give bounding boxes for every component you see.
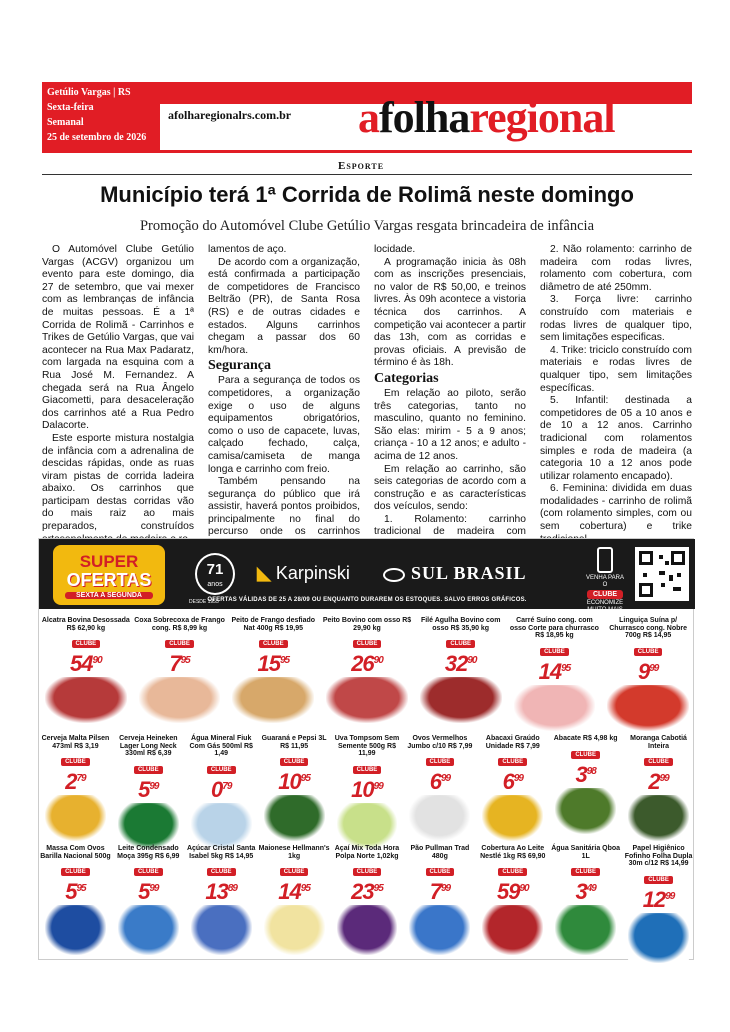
paragraph: O Automóvel Clube Getúlio Vargas (ACGV) organizou um evento para este domingo, dia 27 de setembro, que vai mexer com as lembranças de infância de muitas pessoas. É a 1ª Corrida de Rolimã - Carrinhos e Trikes de Getúlio Vargas, que vai acontecer na Rua Max Padaratz, com largada na esquina com a Rua José M. Fernandez. A chegada será na Rua Ângelo Giacometti, para desaceleração dos carrinhos até a Rua Pedro Dalacorte.	[42, 244, 194, 432]
product-image	[337, 905, 398, 955]
clube-tag: CLUBE	[498, 868, 527, 876]
phone-icon	[597, 547, 613, 573]
price-integer: 23	[351, 879, 374, 904]
product-price	[549, 878, 622, 903]
product-tile[interactable]	[112, 845, 185, 957]
paragraph: De acordo com a organização, está confirmada a participação de competidores de Francisco Beltrão (PR), de Santa Rosa (RS) e de outras cidades e estados. Alguns carrinhos chegam a passar dos 60 km/hora.	[208, 256, 360, 356]
price-cents: 99	[149, 780, 159, 792]
price-cents: 99	[440, 883, 451, 894]
clube-tag: CLUBE	[446, 640, 475, 648]
product-price	[39, 768, 112, 793]
product-tile[interactable]	[549, 735, 622, 843]
sul-brasil-emblem-icon	[383, 568, 405, 582]
article-column-4	[540, 244, 692, 552]
product-image	[482, 905, 543, 955]
product-price	[622, 886, 695, 911]
product-image	[118, 803, 179, 849]
price-integer: 15	[257, 651, 280, 676]
badge-line-1: SUPER	[79, 552, 139, 571]
price-cents: 89	[227, 883, 237, 894]
newspaper-logo	[358, 93, 615, 142]
product-tile[interactable]	[39, 735, 112, 843]
product-name: Água Sanitária Qboa 1L	[551, 845, 621, 860]
club-app-promo	[585, 545, 625, 613]
paragraph: Também pensando na segurança do público que irá assistir, haverá pontos proibidos, principalmente no final do percurso onde os carrinhos	[208, 476, 360, 538]
app-text-2: ECONOMIZE MUITO MAIS	[586, 600, 624, 613]
clube-tag: CLUBE	[134, 766, 163, 774]
paragraph: Em relação ao piloto, serão três categorias, tanto no masculino, quanto no feminino. São elas: mirim - 5 a 9 anos; criança - 10 a 12 anos; e adulto - acima de 12 anos.	[374, 387, 526, 462]
clube-tag: CLUBE	[259, 640, 288, 648]
product-price	[39, 650, 133, 675]
price-integer: 5	[138, 776, 150, 802]
clube-tag: CLUBE	[644, 876, 673, 884]
clube-tag: CLUBE	[498, 758, 527, 766]
price-integer: 0	[211, 776, 223, 802]
product-price	[320, 650, 414, 675]
product-tile[interactable]	[185, 845, 258, 957]
product-image	[555, 905, 616, 955]
price-integer: 9	[637, 658, 650, 684]
product-tile[interactable]	[320, 617, 414, 725]
product-tile[interactable]	[476, 735, 549, 843]
clube-tag: CLUBE	[571, 868, 600, 876]
product-price	[112, 878, 185, 903]
product-tile[interactable]	[39, 617, 133, 725]
product-tile[interactable]	[403, 735, 476, 843]
section-label: Esporte	[338, 160, 385, 172]
product-tile[interactable]	[331, 845, 404, 957]
product-image	[337, 803, 398, 849]
price-cents: 95	[300, 883, 310, 894]
product-tile[interactable]	[226, 617, 320, 725]
product-image	[264, 795, 325, 841]
product-image	[191, 803, 252, 849]
super-ofertas-badge	[53, 545, 165, 605]
product-price	[549, 761, 622, 786]
clube-tag: CLUBE	[644, 758, 673, 766]
product-tile[interactable]	[39, 845, 112, 957]
masthead-url[interactable]: afolharegionalrs.com.br	[168, 108, 292, 122]
clube-logo: CLUBE	[587, 590, 623, 599]
paragraph: 4. Trike: triciclo construído com materiais e rodas livres de qualquer tipo, sem limitações específicas.	[540, 344, 692, 394]
masthead-day: Sexta-feira	[47, 102, 94, 113]
paragraph: Para a segurança de todos os competidores, a organização exige o uso de alguns equipamentos obrigatórios, como o uso de capacete, luvas, calçado fechado, calça, camisa/camiseta de manga longa e carrinho com freio.	[208, 375, 360, 475]
price-cents: 79	[222, 780, 232, 792]
price-cents: 95	[180, 655, 190, 666]
article-headline: Município terá 1ª Corrida de Rolimã neste domingo	[100, 182, 634, 207]
price-cents: 95	[373, 883, 383, 894]
clube-tag: CLUBE	[571, 751, 600, 759]
clube-tag: CLUBE	[207, 766, 236, 774]
product-tile[interactable]	[331, 735, 404, 843]
product-name: Filé Agulha Bovino com osso R$ 35,90 kg	[420, 617, 501, 632]
product-image	[409, 905, 470, 955]
badge-line-3: SEXTA A SEGUNDA	[65, 592, 153, 599]
product-image	[607, 685, 689, 731]
product-tile[interactable]	[601, 617, 695, 725]
product-name: Uva Tompsom Sem Semente 500g R$ 11,99	[334, 735, 400, 757]
price-integer: 10	[278, 769, 301, 794]
clube-tag: CLUBE	[280, 868, 309, 876]
price-cents: 90	[519, 883, 529, 894]
qr-code-icon[interactable]	[635, 547, 689, 601]
price-cents: 49	[586, 883, 596, 894]
clube-tag: CLUBE	[353, 766, 382, 774]
anos-number: 71	[206, 561, 224, 578]
clube-tag: CLUBE	[280, 758, 309, 766]
price-cents: 99	[149, 883, 159, 894]
product-tile[interactable]	[112, 735, 185, 843]
badge-line-2: OFERTAS	[66, 570, 152, 590]
article-body	[42, 244, 692, 538]
product-name: Pão Pullman Trad 480g	[410, 845, 470, 860]
price-integer: 10	[351, 776, 374, 802]
paragraph: A programação inicia às 08h com as inscrições presenciais, no valor de R$ 50,00, e treinos livres. Às 09h acontece a vistoria técnica dos carrinhos. A competição vai acontecer a partir das 13h, com as corridas e provas oficiais. A previsão de término é às 18h.	[374, 256, 526, 369]
product-image	[409, 795, 470, 841]
supermarket-ad[interactable]	[38, 538, 694, 960]
price-cents: 90	[467, 655, 477, 666]
paragraph: Em relação ao carrinho, são seis categorias de acordo com a construção e as características dos veículos, sendo:	[374, 463, 526, 513]
clube-tag: CLUBE	[72, 640, 101, 648]
anos-word: anos	[207, 581, 223, 588]
product-price	[258, 878, 331, 903]
product-name: Moranga Cabotiá Inteira	[630, 735, 687, 750]
clube-tag: CLUBE	[134, 868, 163, 876]
price-integer: 32	[444, 651, 468, 676]
paragraph: 5. Infantil: destinada a competidores de 05 a 10 anos e de 10 a 12 anos. Carrinho tradicional com rolamentos simples e roda de madeira (a categoria 10 a 12 anos pode utilizar rolamento encapado).	[540, 395, 692, 482]
clube-tag: CLUBE	[353, 868, 382, 876]
clube-tag: CLUBE	[634, 648, 663, 656]
product-name: Maionese Hellmann's 1kg	[258, 845, 330, 860]
price-integer: 6	[502, 769, 514, 794]
clube-tag: CLUBE	[426, 868, 455, 876]
product-name: Coxa Sobrecoxa de Frango cong. R$ 8,99 kg	[134, 617, 225, 632]
price-cents: 99	[373, 780, 383, 792]
price-integer: 7	[169, 651, 181, 676]
product-name: Massa Com Ovos Barilla Nacional 500g	[40, 845, 111, 860]
paragraph: lamentos de aço.	[208, 244, 287, 255]
clube-tag: CLUBE	[353, 640, 382, 648]
product-image	[628, 795, 689, 841]
product-image	[420, 677, 502, 723]
price-integer: 2	[648, 769, 660, 794]
price-cents: 95	[76, 883, 86, 894]
product-tile[interactable]	[185, 735, 258, 843]
product-price	[185, 776, 258, 801]
masthead-frequency: Semanal	[47, 117, 84, 128]
karpinski-k-icon: ◣	[257, 563, 276, 583]
article-column-3	[374, 244, 526, 552]
product-tile[interactable]	[622, 845, 695, 957]
product-image	[118, 905, 179, 955]
product-image	[514, 685, 596, 731]
product-name: Peito de Frango desfiado Nat 400g R$ 19,95	[231, 617, 316, 632]
product-image	[232, 677, 314, 723]
product-price	[476, 878, 549, 903]
clube-tag: CLUBE	[61, 868, 90, 876]
product-image	[326, 677, 408, 723]
product-name: Abacate R$ 4,98 kg	[553, 735, 618, 742]
price-cents: 99	[513, 773, 523, 784]
product-price	[601, 658, 695, 683]
price-cents: 90	[92, 655, 102, 666]
product-tile[interactable]	[622, 735, 695, 843]
product-image	[628, 913, 689, 963]
clube-tag: CLUBE	[426, 758, 455, 766]
price-cents: 99	[665, 890, 675, 902]
price-cents: 90	[373, 655, 383, 666]
price-integer: 3	[575, 761, 587, 787]
paragraph: Este esporte mistura nostalgia de infância com a adrenalina de descidas rápidas, onde as ruas viram pistas de corrida ladeira abaixo. Os carrinhos que participam destas corridas vão do mais raiz ao mais preparados, construídos	[42, 432, 194, 533]
price-integer: 2	[65, 769, 77, 794]
masthead-date: 25 de setembro de 2026	[47, 132, 147, 143]
price-integer: 6	[429, 769, 441, 794]
logo-regional: regional	[469, 93, 615, 142]
product-image	[45, 677, 127, 723]
clube-tag: CLUBE	[207, 868, 236, 876]
price-cents: 99	[440, 773, 451, 784]
price-integer: 7	[429, 879, 441, 904]
price-cents: 99	[659, 773, 669, 784]
product-price	[39, 878, 112, 903]
product-image	[555, 788, 616, 834]
product-name: Cerveja Malta Pilsen 473ml R$ 3,19	[41, 735, 110, 750]
product-name: Peito Bovino com osso R$ 29,90 kg	[322, 617, 412, 632]
karpinski-name: Karpinski	[275, 563, 350, 583]
clube-tag: CLUBE	[540, 648, 569, 656]
ad-validity-text: OFERTAS VÁLIDAS DE 25 A 28/09 OU ENQUANTO DURAREM OS ESTOQUES. SALVO ERROS GRÁFICOS.	[207, 597, 527, 603]
product-tile[interactable]	[133, 617, 227, 725]
paragraph: 6. Feminina: dividida em duas modalidades - carrinho de rolimã (com rolamento simples, com ou sem cobertura) e trike	[540, 483, 692, 533]
product-price	[476, 768, 549, 793]
product-image	[45, 795, 106, 841]
clube-tag: CLUBE	[165, 640, 194, 648]
product-image	[264, 905, 325, 955]
logo-a: a	[358, 93, 379, 142]
product-price	[112, 776, 185, 801]
price-cents: 95	[300, 773, 310, 784]
product-price	[403, 878, 476, 903]
product-tile[interactable]	[508, 617, 602, 725]
product-price	[133, 650, 227, 675]
price-integer: 14	[538, 658, 562, 684]
price-cents: 79	[76, 773, 86, 784]
article-column-2	[208, 244, 360, 552]
article-column-1	[42, 244, 194, 552]
subheading-seguranca: Segurança	[208, 358, 271, 374]
product-image	[45, 905, 106, 955]
logo-folha: folha	[379, 93, 470, 142]
product-tile[interactable]	[258, 735, 331, 843]
price-cents: 98	[586, 765, 596, 777]
product-image	[482, 795, 543, 841]
product-price	[414, 650, 508, 675]
masthead	[42, 82, 692, 154]
product-price	[508, 658, 602, 683]
product-name: Guaraná e Pepsi 3L R$ 11,95	[261, 735, 327, 750]
masthead-rule	[42, 150, 692, 153]
price-integer: 59	[496, 879, 520, 904]
subheading-categorias: Categorias	[374, 370, 439, 386]
clube-tag: CLUBE	[61, 758, 90, 766]
product-name: Água Mineral Fiuk Com Gás 500ml R$ 1,49	[189, 735, 253, 757]
price-integer: 26	[351, 651, 374, 676]
product-price	[622, 768, 695, 793]
product-price	[331, 776, 404, 801]
product-name: Cerveja Heineken Lager Long Neck 330ml R$ 6,39	[119, 735, 178, 757]
product-name: Açaí Mix Toda Hora Polpa Norte 1,02kg	[334, 845, 400, 860]
product-tile[interactable]	[403, 845, 476, 957]
price-integer: 12	[642, 886, 666, 912]
product-name: Cobertura Ao Leite Nestlé 1kg R$ 69,90	[480, 845, 546, 860]
sul-brasil-logo	[383, 563, 527, 584]
price-integer: 54	[70, 651, 93, 676]
masthead-info-box	[42, 82, 160, 150]
product-name: Abacaxi Graúdo Unidade R$ 7,99	[485, 735, 540, 750]
paragraph: locidade.	[374, 244, 416, 255]
product-price	[331, 878, 404, 903]
section-rule	[42, 174, 692, 175]
product-tile[interactable]	[414, 617, 508, 725]
price-integer: 14	[278, 879, 301, 904]
product-tile[interactable]	[258, 845, 331, 957]
anniversary-logo	[195, 553, 235, 595]
product-price	[258, 768, 331, 793]
paragraph: 3. Força livre: carrinho construído com materiais e rodas livres de qualquer tipo, sem limitações especificas.	[540, 294, 692, 344]
product-tile[interactable]	[476, 845, 549, 957]
product-name: Linguiça Suína p/ Churrasco cong. Nobre 700g R$ 14,95	[609, 617, 688, 639]
app-text: VENHA PARA O	[586, 575, 624, 588]
price-integer: 13	[205, 879, 228, 904]
price-integer: 5	[65, 879, 77, 904]
product-image	[139, 677, 221, 723]
paragraph: 1. Rolamento: carrinho tradicional de madeira com	[374, 513, 526, 538]
product-tile[interactable]	[549, 845, 622, 957]
karpinski-logo	[257, 563, 350, 584]
price-cents: 95	[279, 655, 290, 666]
paragraph: 2. Não rolamento: carrinho de madeira com rodas livres, rolamento com cobertura, com diâmetro de até 250mm.	[540, 244, 692, 293]
anos-since: DESDE 1955	[189, 599, 219, 605]
product-name: Leite Condensado Moça 395g R$ 6,99	[117, 845, 180, 860]
product-name: Alcatra Bovina Desossada R$ 62,90 kg	[41, 617, 130, 632]
ad-header	[39, 539, 695, 613]
price-integer: 3	[575, 879, 587, 904]
masthead-city: Getúlio Vargas | RS	[47, 87, 131, 98]
product-name: Carré Suíno cong. com osso Corte para churrasco R$ 18,95 kg	[509, 617, 599, 639]
sul-brasil-name: SUL BRASIL	[411, 563, 527, 583]
price-integer: 5	[138, 879, 150, 904]
article-subhead: Promoção do Automóvel Clube Getúlio Vargas resgata brincadeira de infância	[139, 218, 595, 234]
product-name: Açúcar Cristal Santa Isabel 5kg R$ 14,95	[186, 845, 256, 860]
product-price	[226, 650, 320, 675]
product-name: Ovos Vermelhos Jumbo c/10 R$ 7,99	[407, 735, 473, 750]
product-name: Papel Higiênico Fofinho Folha Dupla 30m c/12 R$ 14,99	[624, 845, 693, 867]
price-cents: 95	[561, 662, 571, 674]
price-cents: 99	[649, 662, 659, 674]
product-image	[191, 905, 252, 955]
product-price	[185, 878, 258, 903]
product-price	[403, 768, 476, 793]
